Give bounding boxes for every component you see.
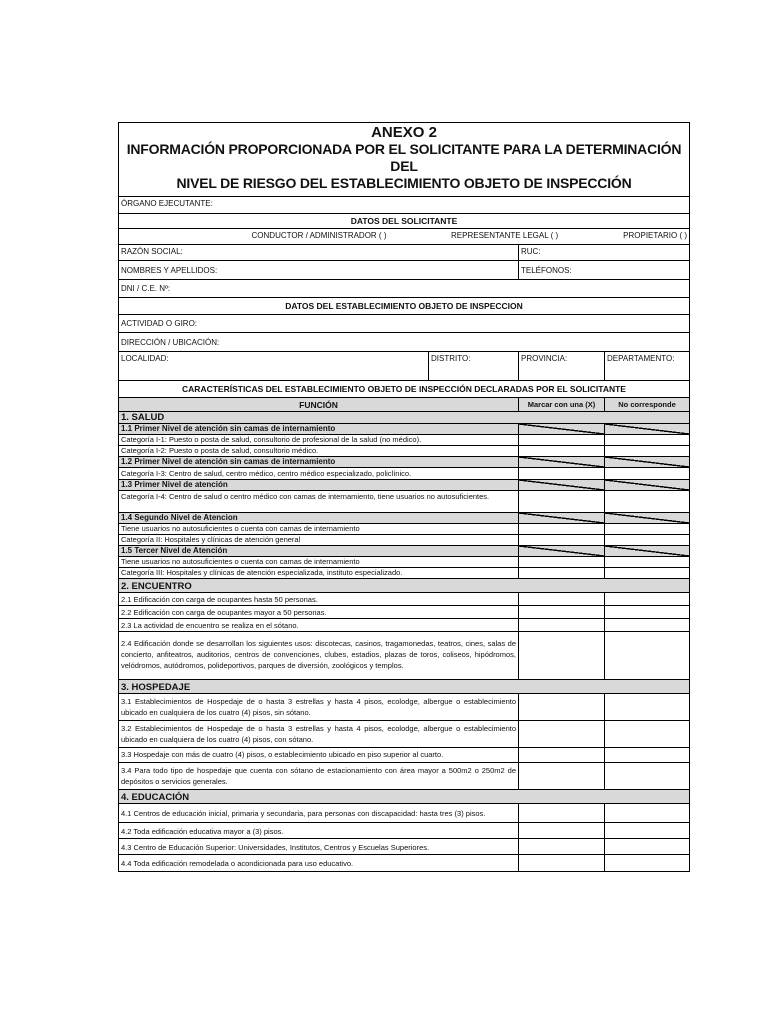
crossed-cell [605,546,689,556]
salud-1-5-heading: 1.5 Tercer Nivel de Atención [119,546,519,556]
representante-option[interactable]: REPRESENTANTE LEGAL ( ) [451,231,559,240]
no-corresponde-checkbox[interactable] [605,557,689,567]
salud-1-4-heading: 1.4 Segundo Nivel de Atencion [119,513,519,523]
form-title-block [119,123,689,197]
no-corresponde-checkbox[interactable] [605,491,689,512]
no-corresponde-checkbox[interactable] [605,839,689,854]
mark-checkbox[interactable] [519,855,605,871]
no-corresponde-checkbox[interactable] [605,748,689,762]
hospedaje-3-2-item: 3.2 Establecimientos de Hospedaje de o hasta 3 estrellas y hasta 4 pisos, ecolodge, albergue o establecimiento ubicado en cualquiera de los cuatro (4) pisos, con sótano. [119,721,519,747]
propietario-option[interactable]: PROPIETARIO ( ) [623,231,687,240]
educacion-4-3-item: 4.3 Centro de Educación Superior: Universidades, Institutos, Centros y Escuelas Superiores. [119,839,519,854]
mark-checkbox[interactable] [519,435,605,445]
mark-checkbox[interactable] [519,619,605,631]
encuentro-2-3-item: 2.3 La actividad de encuentro se realiza en el sótano. [119,619,519,631]
salud-1-4-usuarios-item: Tiene usuarios no autosuficientes o cuenta con camas de internamiento [119,524,519,534]
mark-checkbox[interactable] [519,823,605,838]
salud-iii-item: Categoría III: Hospitales y clínicas de atención especializada, instituto especializado. [119,568,519,578]
salud-1-1-heading: 1.1 Primer Nivel de atención sin camas de internamiento [119,424,519,434]
mark-checkbox[interactable] [519,491,605,512]
no-corresponde-checkbox[interactable] [605,855,689,871]
solicitante-header: DATOS DEL SOLICITANTE [350,216,458,226]
no-corresponde-checkbox[interactable] [605,721,689,747]
no-corresponde-checkbox[interactable] [605,524,689,534]
encuentro-2-4-item: 2.4 Edificación donde se desarrollan los siguientes usos: discotecas, casinos, tragamonedas, teatros, cines, salas de concierto, anfiteatros, auditorios, centros de convenciones, clubes, estadios, plazas de toros, coliseos, hipódromos, velódromos, autódromos, polideportivos, parques de diversión, zoológicos y templos. [119,632,519,679]
crossed-cell [605,480,689,490]
form-title-line-2: NIVEL DE RIESGO DEL ESTABLECIMIENTO OBJETO DE INSPECCIÓN [176,175,632,191]
salud-1-5-usuarios-item: Tiene usuarios no autosuficientes o cuenta con camas de internamiento [119,557,519,567]
razon-social-field[interactable]: RAZÓN SOCIAL: [119,245,519,260]
section-hospedaje: 3. HOSPEDAJE [121,682,191,693]
mark-checkbox[interactable] [519,593,605,605]
distrito-field[interactable]: DISTRITO: [429,352,519,380]
crossed-cell [519,513,605,523]
salud-ii-item: Categoría II: Hospitales y clínicas de atención general [119,535,519,545]
mark-checkbox[interactable] [519,446,605,456]
mark-checkbox[interactable] [519,568,605,578]
mark-checkbox[interactable] [519,632,605,679]
mark-checkbox[interactable] [519,763,605,789]
encuentro-2-2-item: 2.2 Edificación con carga de ocupantes mayor a 50 personas. [119,606,519,618]
section-educacion: 4. EDUCACIÓN [121,792,190,803]
crossed-cell [519,546,605,556]
dni-field[interactable]: DNI / C.E. Nº: [121,284,171,293]
conductor-option[interactable]: CONDUCTOR / ADMINISTRADOR ( ) [251,231,387,240]
educacion-4-2-item: 4.2 Toda edificación educativa mayor a (3) pisos. [119,823,519,838]
no-corresponde-checkbox[interactable] [605,632,689,679]
caracteristicas-header: CARACTERÍSTICAS DEL ESTABLECIMIENTO OBJETO DE INSPECCIÓN DECLARADAS POR EL SOLICITANTE [182,384,626,394]
departamento-field[interactable]: DEPARTAMENTO: [607,354,675,363]
localidad-field[interactable]: LOCALIDAD: [119,352,429,380]
section-salud: 1. SALUD [121,412,165,423]
no-corresponde-checkbox[interactable] [605,694,689,720]
mark-checkbox[interactable] [519,606,605,618]
hospedaje-3-4-item: 3.4 Para todo tipo de hospedaje que cuenta con sótano de estacionamiento con área mayor a 500m2 o 250m2 de depósitos o servicios generales. [119,763,519,789]
marcar-column-header: Marcar con una (X) [519,398,605,411]
mark-checkbox[interactable] [519,839,605,854]
ruc-field[interactable]: RUC: [521,247,541,256]
salud-1-3-heading: 1.3 Primer Nivel de atención [119,480,519,490]
hospedaje-3-3-item: 3.3 Hospedaje con más de cuatro (4) pisos, o establecimiento ubicado en piso superior al cuarto. [119,748,519,762]
form-title-line-1: INFORMACIÓN PROPORCIONADA POR EL SOLICITANTE PARA LA DETERMINACIÓN DEL [126,141,682,174]
hospedaje-3-1-item: 3.1 Establecimientos de Hospedaje de o hasta 3 estrellas y hasta 4 pisos, ecolodge, albergue o establecimiento ubicado en cualquiera de los cuatro (4) pisos, sin sótano. [119,694,519,720]
direccion-field[interactable]: DIRECCIÓN / UBICACIÓN: [121,338,220,347]
mark-checkbox[interactable] [519,524,605,534]
encuentro-2-1-item: 2.1 Edificación con carga de ocupantes hasta 50 personas. [119,593,519,605]
salud-i3-item: Categoría I-3: Centro de salud, centro médico, centro médico especializado, policlínico. [119,468,519,479]
no-corresponde-checkbox[interactable] [605,568,689,578]
mark-checkbox[interactable] [519,748,605,762]
mark-checkbox[interactable] [519,721,605,747]
no-corresponde-checkbox[interactable] [605,619,689,631]
mark-checkbox[interactable] [519,557,605,567]
provincia-field[interactable]: PROVINCIA: [519,352,605,380]
actividad-field[interactable]: ACTIVIDAD O GIRO: [121,319,198,328]
no-corresponde-checkbox[interactable] [605,804,689,822]
telefonos-field[interactable]: TELÉFONOS: [521,266,572,275]
no-corresponde-column-header: No corresponde [618,400,676,409]
educacion-4-1-item: 4.1 Centros de educación inicial, primaria y secundaria, para personas con discapacidad: hasta tres (3) pisos. [119,804,519,822]
mark-checkbox[interactable] [519,468,605,479]
crossed-cell [605,424,689,434]
mark-checkbox[interactable] [519,694,605,720]
salud-i4-item: Categoría I-4: Centro de salud o centro médico con camas de internamiento, tiene usuarios no autosuficientes. [119,491,519,512]
salud-1-2-heading: 1.2 Primer Nivel de atención sin camas de internamiento [119,457,519,467]
no-corresponde-checkbox[interactable] [605,468,689,479]
mark-checkbox[interactable] [519,535,605,545]
form-sheet [118,122,690,872]
section-encuentro: 2. ENCUENTRO [121,581,192,592]
organo-field[interactable]: ÓRGANO EJECUTANTE: [121,199,213,208]
no-corresponde-checkbox[interactable] [605,446,689,456]
no-corresponde-checkbox[interactable] [605,535,689,545]
crossed-cell [519,480,605,490]
mark-checkbox[interactable] [519,804,605,822]
crossed-cell [519,424,605,434]
no-corresponde-checkbox[interactable] [605,435,689,445]
crossed-cell [605,513,689,523]
crossed-cell [605,457,689,467]
salud-i2-item: Categoría I-2: Puesto o posta de salud, consultorio médico. [119,446,519,456]
nombres-field[interactable]: NOMBRES Y APELLIDOS: [119,261,519,279]
no-corresponde-checkbox[interactable] [605,606,689,618]
no-corresponde-checkbox[interactable] [605,763,689,789]
no-corresponde-checkbox[interactable] [605,593,689,605]
no-corresponde-checkbox[interactable] [605,823,689,838]
salud-i1-item: Categoría I-1: Puesto o posta de salud, consultorio de profesional de la salud (no médico). [119,435,519,445]
establecimiento-header: DATOS DEL ESTABLECIMIENTO OBJETO DE INSPECCION [285,301,523,311]
educacion-4-4-item: 4.4 Toda edificación remodelada o acondicionada para uso educativo. [119,855,519,871]
funcion-column-header: FUNCIÓN [119,398,519,411]
crossed-cell [519,457,605,467]
annex-title: ANEXO 2 [371,124,437,141]
